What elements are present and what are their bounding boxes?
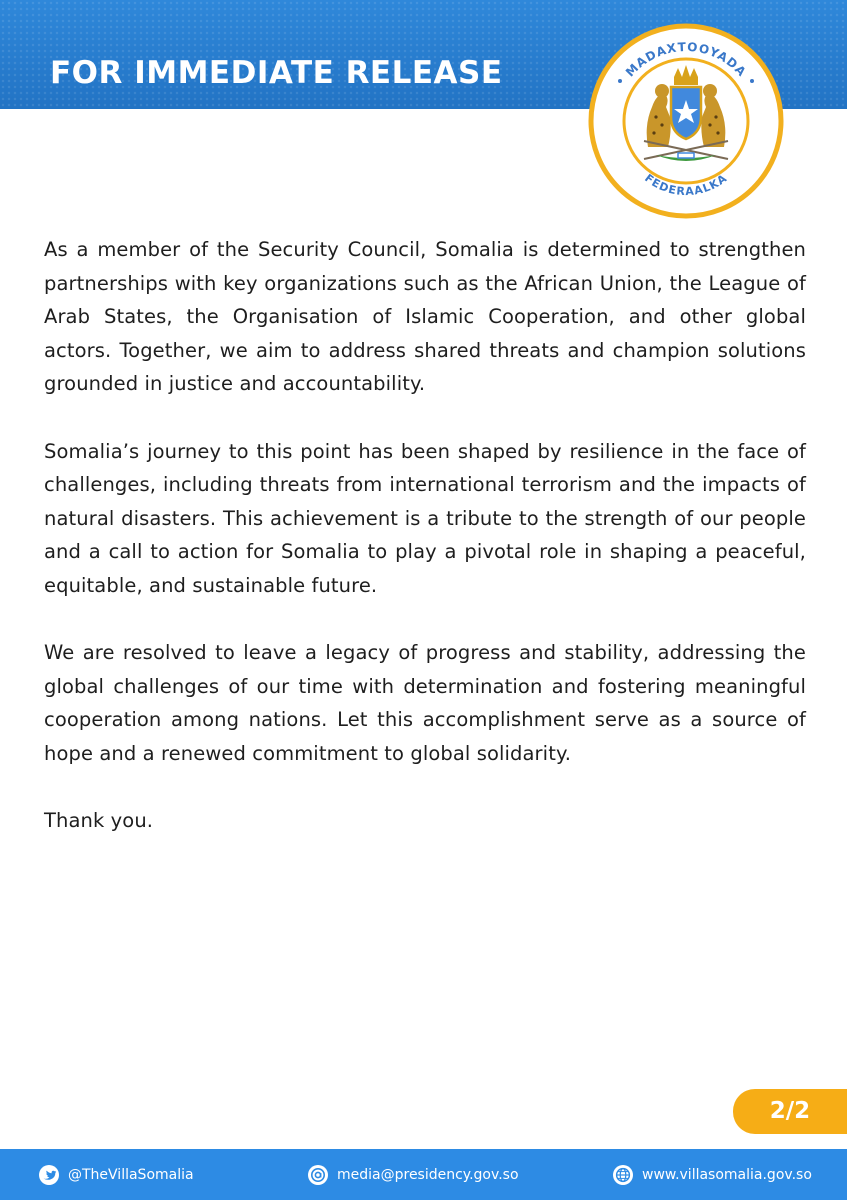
twitter-icon <box>38 1164 60 1186</box>
release-heading: FOR IMMEDIATE RELEASE <box>50 55 503 91</box>
footer-email[interactable] <box>307 1162 519 1188</box>
page-number-badge: 2/2 <box>733 1089 847 1134</box>
email-address: media@presidency.gov.so <box>337 1167 519 1183</box>
press-release-body <box>44 233 806 872</box>
paragraph-closing: Thank you. <box>44 809 154 832</box>
footer-website[interactable] <box>612 1162 812 1188</box>
svg-text:FEDERAALKA: FEDERAALKA <box>642 171 730 199</box>
paragraph-resilience: Somalia’s journey to this point has been shaped by resilience in the face of challenges, including threats from international terrorism and the impacts of natural disasters. This achievement is a tribute to the strength of our people and a call to action for Somalia to play a pivotal role in shaping a peaceful, equitable, and sustainable future. <box>44 439 806 597</box>
footer-twitter[interactable] <box>38 1162 194 1188</box>
contact-footer <box>0 1149 847 1200</box>
website-url: www.villasomalia.gov.so <box>642 1167 812 1183</box>
globe-icon <box>612 1164 634 1186</box>
paragraph-legacy: We are resolved to leave a legacy of progress and stability, addressing the global challenges of our time with determination and fostering meaningful cooperation among nations. Let this accomplishment serve as a source of hope and a renewed commitment to global solidarity. <box>44 641 806 765</box>
at-sign-icon <box>307 1164 329 1186</box>
svg-text:MADAXTOOYADA: MADAXTOOYADA <box>622 39 750 80</box>
paragraph-security-council: As a member of the Security Council, Somalia is determined to strengthen partnerships with key organizations such as the African Union, the League of Arab States, the Organisation of Islamic Cooperation, and other global actors. Together, we aim to address shared threats and champion solutions grounded in justice and accountability. <box>44 238 806 395</box>
twitter-handle: @TheVillaSomalia <box>68 1167 194 1183</box>
presidency-seal-logo <box>586 21 786 221</box>
shield-flag-icon <box>671 87 701 139</box>
